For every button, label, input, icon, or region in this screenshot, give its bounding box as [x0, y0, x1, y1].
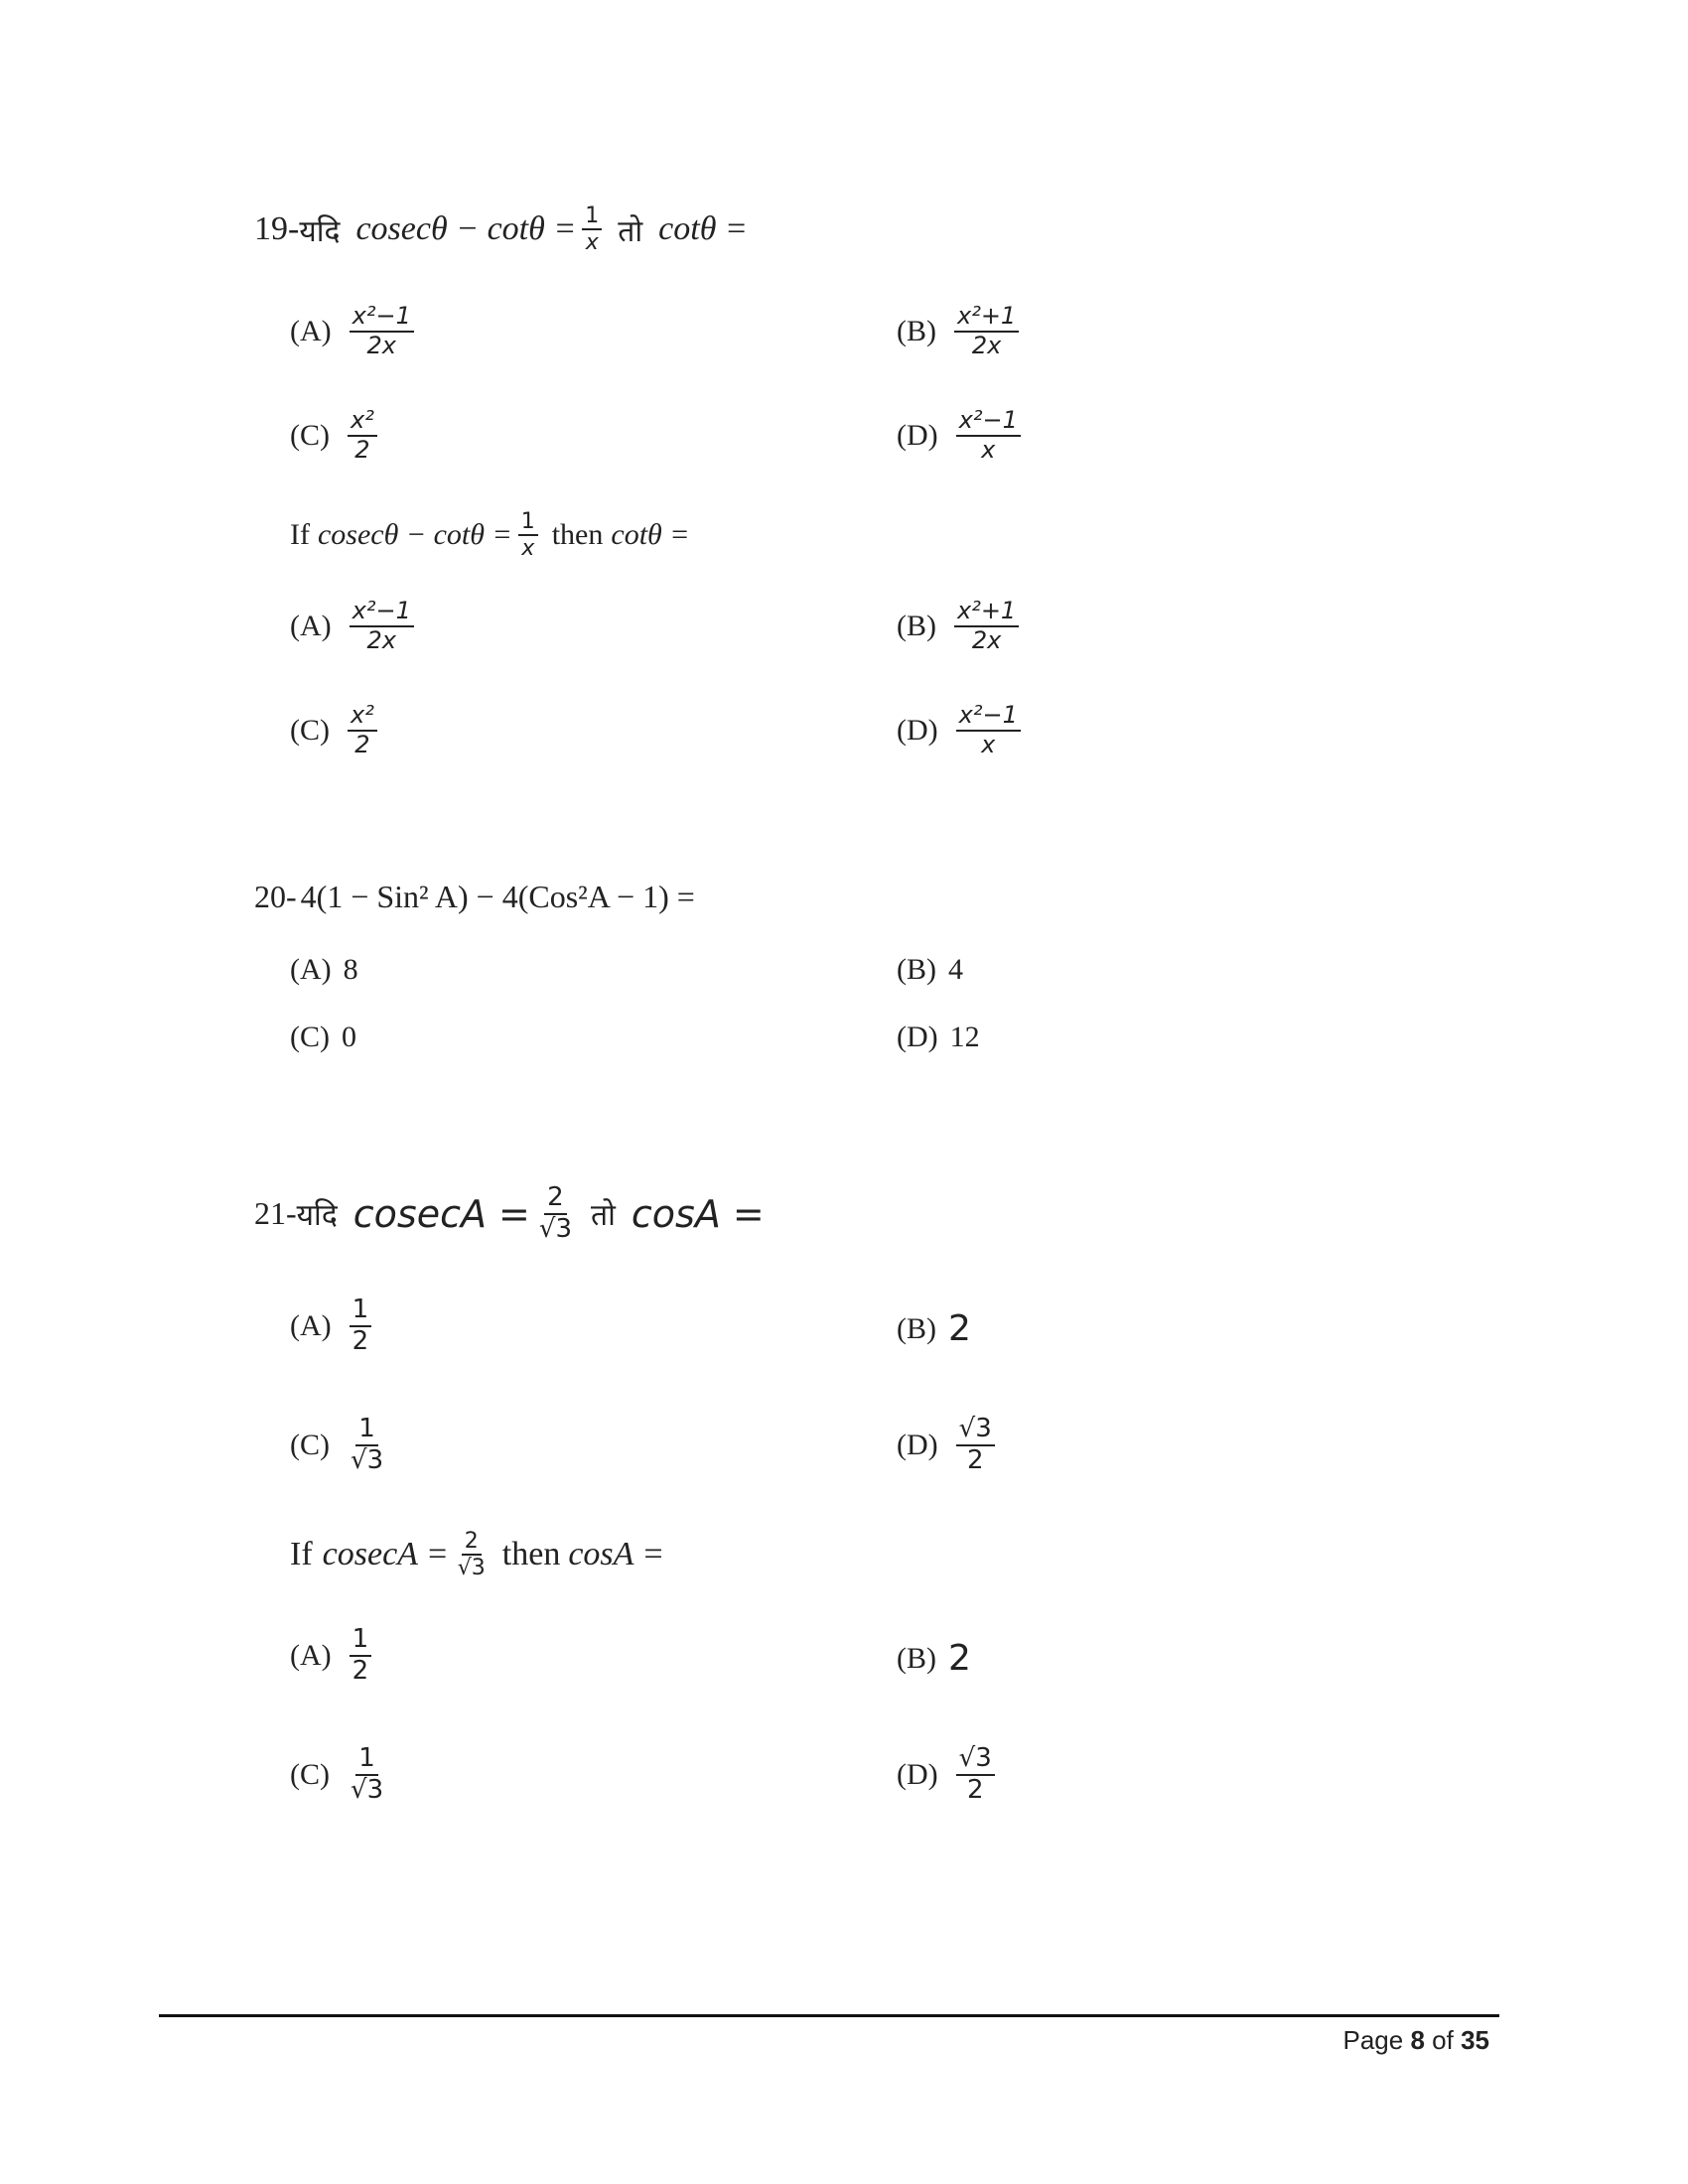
q21-hindi-then: तो	[591, 1198, 616, 1234]
option-label: (C)	[290, 713, 330, 747]
frac-den: 2	[354, 435, 370, 464]
option-fraction	[956, 702, 1021, 758]
frac-den: x	[521, 536, 535, 562]
frac-den: √3	[351, 1444, 384, 1475]
page-word: Page	[1342, 2025, 1404, 2055]
q21-option-d[interactable]	[897, 1415, 1001, 1476]
option-label: (B)	[897, 314, 936, 347]
option-value: 0	[342, 1021, 356, 1053]
footer-divider	[159, 2014, 1499, 2017]
option-label: (A)	[290, 609, 332, 642]
option-fraction	[954, 303, 1019, 359]
option-fraction	[350, 1296, 372, 1357]
q21-en-then: then	[501, 1536, 561, 1573]
q19-en-then: then	[551, 518, 604, 552]
q21-english-title	[290, 1529, 664, 1581]
frac-den: 2x	[971, 625, 1002, 654]
option-fraction	[348, 1415, 386, 1476]
q19-fraction	[582, 204, 602, 256]
frac-den: √3	[538, 1213, 572, 1244]
q20-option-d[interactable]	[897, 1021, 980, 1054]
q20-option-c[interactable]	[290, 1021, 356, 1054]
page-total: 35	[1461, 2025, 1489, 2055]
q19-title	[254, 204, 748, 256]
option-label: (A)	[290, 953, 332, 986]
frac-den: x	[981, 730, 996, 758]
option-label: (A)	[290, 314, 332, 347]
q19-hindi-if: यदि	[299, 213, 341, 249]
option-label: (C)	[290, 1757, 330, 1791]
q19-option-d[interactable]	[897, 407, 1027, 464]
q21-en-if: If	[290, 1536, 313, 1573]
q21-en-option-a[interactable]	[290, 1625, 377, 1687]
frac-den: 2	[966, 1444, 984, 1475]
q21-en-option-c[interactable]	[290, 1744, 392, 1806]
option-fraction	[954, 598, 1019, 654]
frac-num: x²−1	[350, 303, 414, 333]
option-fraction	[350, 598, 414, 654]
option-label: (D)	[897, 1428, 938, 1461]
option-value: 8	[343, 953, 358, 986]
option-fraction	[350, 1625, 372, 1687]
q19-frac-num: 1	[582, 204, 602, 230]
option-label: (C)	[290, 1428, 330, 1461]
q19-number: 19-	[254, 210, 300, 248]
option-value: 2	[948, 1308, 971, 1349]
page-current: 8	[1410, 2025, 1425, 2055]
frac-num: x²+1	[954, 598, 1019, 627]
q19-en-fraction	[518, 509, 538, 562]
q19-en-rhs: cotθ =	[611, 518, 690, 552]
frac-den: √3	[351, 1774, 384, 1805]
q21-en-option-b[interactable]	[897, 1638, 971, 1679]
frac-num: 1	[350, 1625, 372, 1657]
option-fraction	[348, 702, 377, 758]
option-label: (C)	[290, 1021, 330, 1053]
frac-num: x²	[348, 407, 377, 437]
option-label: (D)	[897, 1757, 938, 1791]
option-label: (D)	[897, 418, 938, 452]
frac-den: 2x	[366, 625, 396, 654]
q21-lhs: cosecA =	[352, 1191, 530, 1236]
q19-frac-den: x	[585, 230, 599, 256]
q19-en-option-c[interactable]	[290, 702, 383, 758]
option-fraction	[956, 1415, 995, 1476]
q19-en-option-d[interactable]	[897, 702, 1027, 758]
q19-rhs: cotθ =	[658, 210, 748, 248]
frac-den: 2	[352, 1325, 369, 1356]
q20-option-a[interactable]	[290, 953, 358, 987]
q20-number: 20-	[254, 879, 297, 914]
option-label: (B)	[897, 953, 936, 986]
option-label: (B)	[897, 609, 936, 642]
frac-den: 2	[352, 1655, 369, 1686]
option-value: 12	[949, 1021, 980, 1053]
frac-num: 2	[462, 1529, 482, 1556]
option-fraction	[350, 303, 414, 359]
option-fraction	[956, 407, 1021, 464]
frac-num: √3	[956, 1744, 995, 1776]
option-label: (A)	[290, 1638, 332, 1672]
q19-lhs: cosecθ − cotθ =	[355, 210, 577, 248]
option-value: 2	[948, 1638, 971, 1679]
frac-den: 2x	[366, 331, 396, 359]
q19-en-option-b[interactable]	[897, 598, 1025, 654]
q19-en-if: If	[290, 518, 310, 552]
page-number	[1342, 2025, 1489, 2056]
q19-english-title	[290, 509, 690, 562]
q20-title	[254, 879, 695, 915]
q20-option-b[interactable]	[897, 953, 963, 987]
frac-num: x²−1	[956, 407, 1021, 437]
frac-num: x²−1	[350, 598, 414, 627]
of-word: of	[1432, 2025, 1454, 2055]
q19-en-option-a[interactable]	[290, 598, 420, 654]
frac-num: x²−1	[956, 702, 1021, 732]
q21-option-a[interactable]	[290, 1296, 377, 1357]
option-label: (D)	[897, 713, 938, 747]
q19-option-b[interactable]	[897, 303, 1025, 359]
q21-option-c[interactable]	[290, 1415, 392, 1476]
frac-den: x	[981, 435, 996, 464]
frac-den: √3	[457, 1556, 486, 1581]
option-fraction	[348, 407, 377, 464]
q21-en-option-d[interactable]	[897, 1744, 1001, 1806]
option-label: (D)	[897, 1021, 938, 1053]
frac-num: 1	[355, 1415, 378, 1446]
option-label: (A)	[290, 1308, 332, 1342]
option-fraction	[956, 1744, 995, 1806]
q21-en-fraction	[455, 1529, 489, 1581]
option-value: 4	[948, 953, 963, 986]
q21-rhs: cosA =	[631, 1191, 765, 1236]
q19-en-lhs: cosecθ − cotθ =	[317, 518, 512, 552]
q19-option-c[interactable]	[290, 407, 383, 464]
option-fraction	[348, 1744, 386, 1806]
q19-option-a[interactable]	[290, 303, 420, 359]
q19-hindi-then: तो	[618, 213, 643, 249]
q21-en-lhs: cosecA =	[322, 1536, 449, 1573]
frac-den: 2	[354, 730, 370, 758]
frac-den: 2	[966, 1774, 984, 1805]
q20-expression: 4(1 − Sin² A) − 4(Cos²A − 1) =	[300, 879, 695, 914]
frac-num: x²+1	[954, 303, 1019, 333]
frac-num: √3	[956, 1415, 995, 1446]
option-label: (C)	[290, 418, 330, 452]
q21-en-rhs: cosA =	[568, 1536, 665, 1573]
frac-num: 1	[350, 1296, 372, 1327]
option-label: (B)	[897, 1641, 936, 1675]
frac-num: 2	[544, 1183, 567, 1215]
q21-fraction	[536, 1183, 575, 1245]
frac-num: x²	[348, 702, 377, 732]
frac-num: 1	[518, 509, 538, 536]
frac-num: 1	[355, 1744, 378, 1776]
option-label: (B)	[897, 1311, 936, 1345]
q21-option-b[interactable]	[897, 1308, 971, 1349]
frac-den: 2x	[971, 331, 1002, 359]
q21-hindi-if: यदि	[296, 1198, 338, 1234]
q21-title	[254, 1183, 765, 1245]
q21-number: 21-	[254, 1195, 297, 1232]
